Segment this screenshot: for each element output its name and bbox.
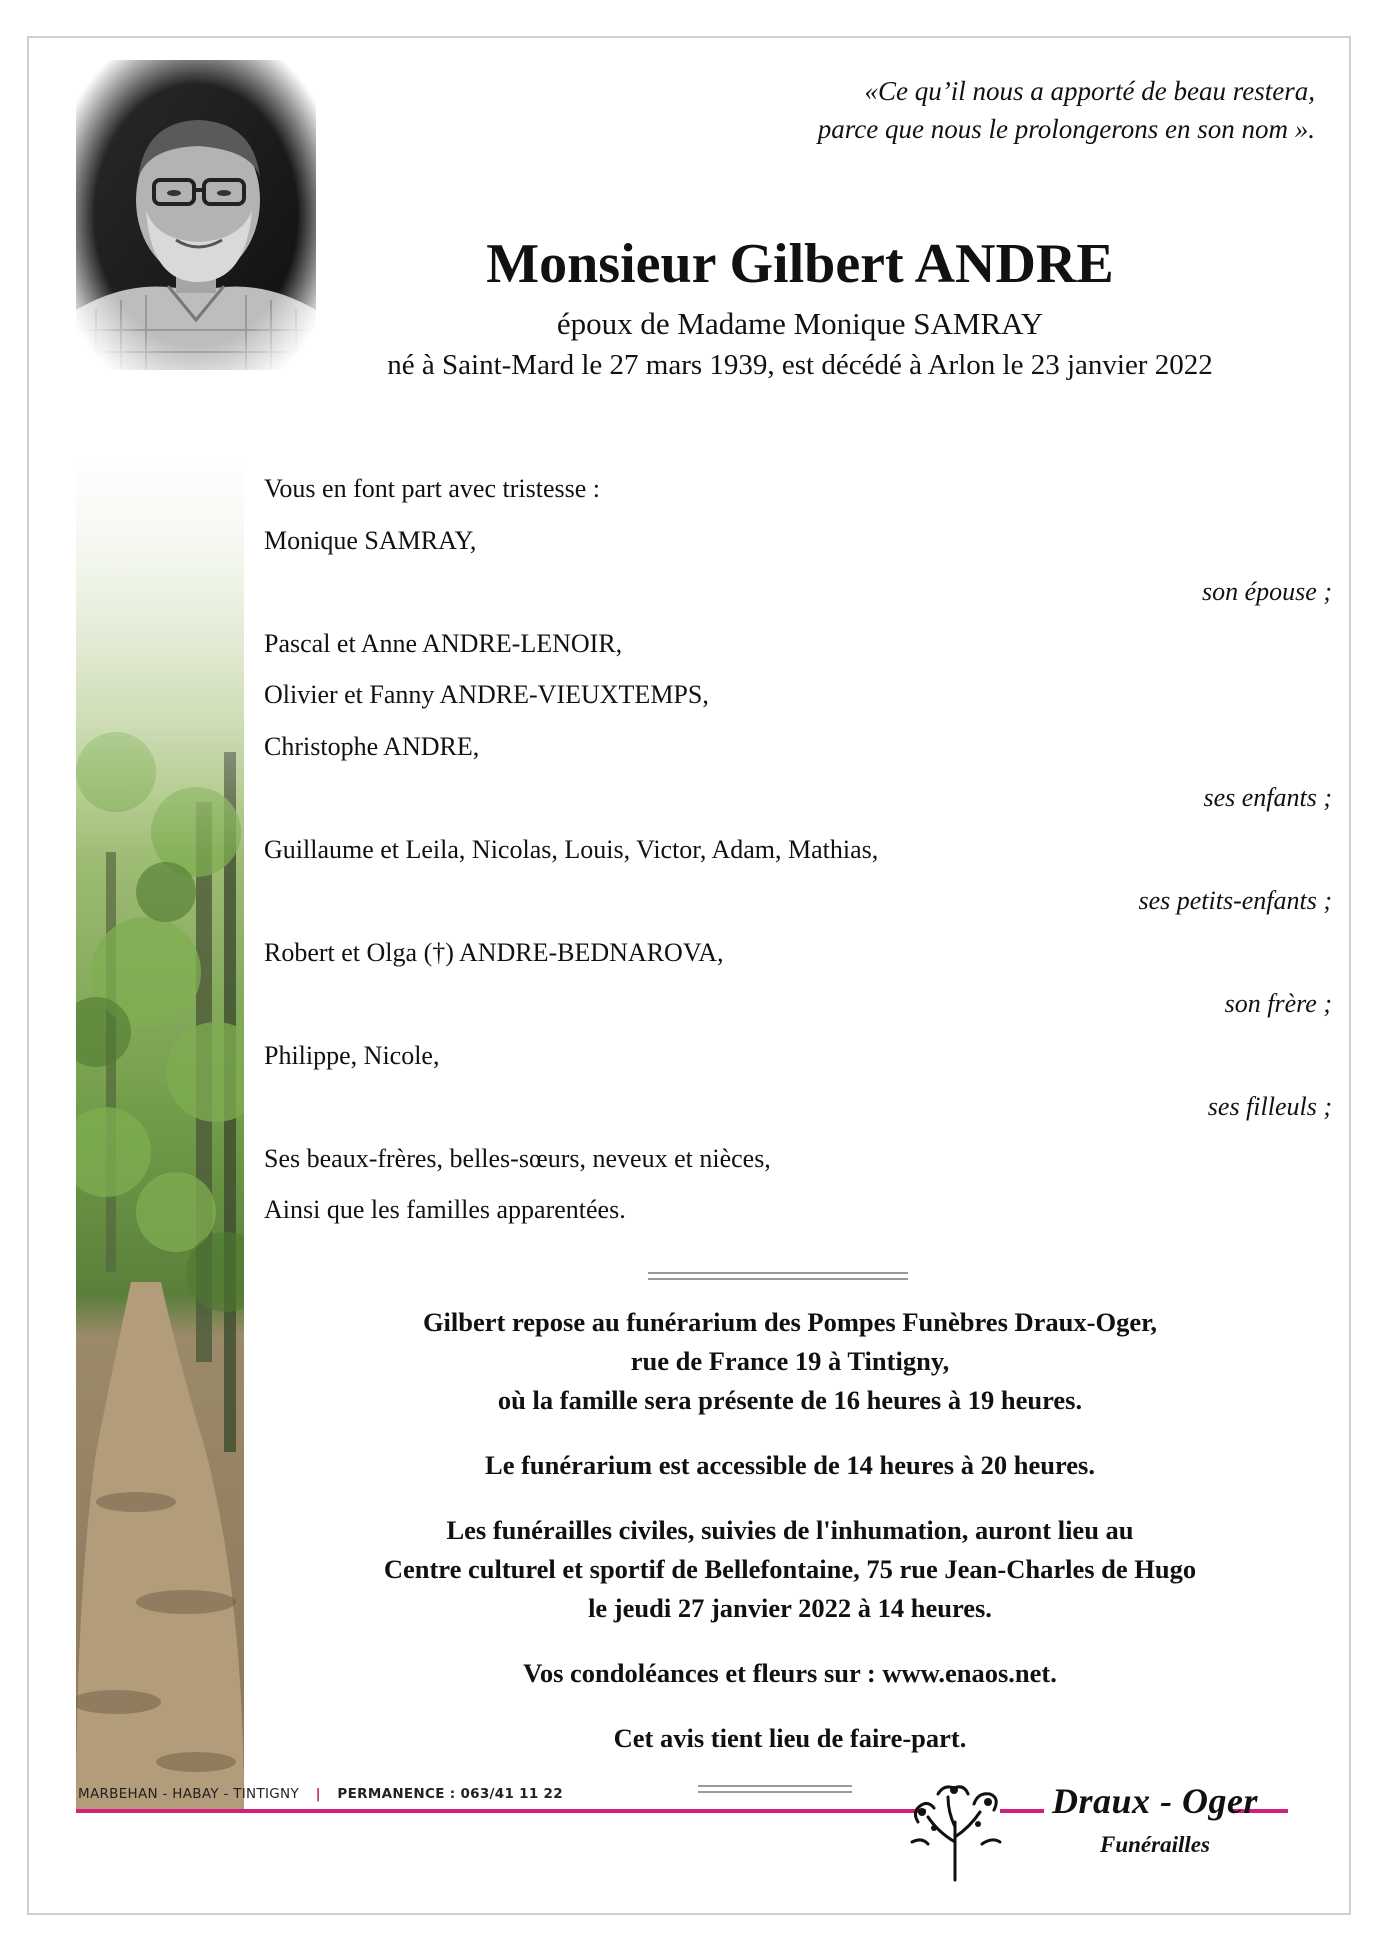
deceased-name: Monsieur Gilbert ANDRE xyxy=(486,233,1114,295)
family-row-name: Ainsi que les familles apparentées. xyxy=(264,1195,626,1224)
spouse-line: époux de Madame Monique SAMRAY xyxy=(556,306,1044,341)
family-row-role: son frère ; xyxy=(1224,989,1332,1018)
details-line: rue de France 19 à Tintigny, xyxy=(630,1346,950,1376)
epigraph-quote xyxy=(818,72,1315,148)
details-paragraph-wake xyxy=(290,1303,1290,1420)
quote-line-2: parce que nous le prolongerons en son nom ». xyxy=(817,114,1315,144)
quote-line-1: «Ce qu’il nous a apporté de beau restera, xyxy=(864,76,1315,106)
family-row-role: ses petits-enfants ; xyxy=(1138,886,1332,915)
tree-logo-icon xyxy=(908,1782,1002,1882)
footer-permanence: PERMANENCE : 063/41 11 22 xyxy=(337,1786,563,1802)
family-row-name: Monique SAMRAY, xyxy=(264,525,477,555)
details-line: Gilbert repose au funérarium des Pompes Funèbres Draux-Oger, xyxy=(422,1307,1158,1337)
family-row-name: Robert et Olga (†) ANDRE-BEDNAROVA, xyxy=(264,937,724,967)
details-paragraph-hours: Le funérarium est accessible de 14 heures à 20 heures. xyxy=(485,1450,1095,1480)
forest-path-image xyxy=(76,452,244,1812)
details-line: le jeudi 27 janvier 2022 à 14 heures. xyxy=(588,1593,992,1623)
details-paragraph-condolences: Vos condoléances et fleurs sur : www.enaos.net. xyxy=(523,1658,1057,1688)
family-list xyxy=(264,463,1332,1236)
family-row-name: Christophe ANDRE, xyxy=(264,731,480,761)
details-line: Les funérailles civiles, suivies de l'inhumation, auront lieu au xyxy=(446,1515,1134,1545)
footer-accent-line-short xyxy=(1000,1809,1044,1813)
portrait-photo xyxy=(76,60,316,370)
footer-accent-line xyxy=(76,1809,926,1813)
details-paragraph-notice: Cet avis tient lieu de faire-part. xyxy=(613,1723,967,1753)
footer-contact xyxy=(78,1786,563,1802)
details-paragraph-ceremony xyxy=(290,1511,1290,1628)
family-row-name: Olivier et Fanny ANDRE-VIEUXTEMPS, xyxy=(264,680,709,709)
family-row-name: Guillaume et Leila, Nicolas, Louis, Victor, Adam, Mathias, xyxy=(264,834,879,864)
details-line: Centre culturel et sportif de Bellefontaine, 75 rue Jean-Charles de Hugo xyxy=(383,1554,1197,1584)
bottom-divider xyxy=(698,1785,852,1793)
footer-separator: | xyxy=(315,1786,321,1802)
family-row-role: son épouse ; xyxy=(1202,577,1332,606)
section-divider xyxy=(648,1272,908,1280)
family-row-name: Philippe, Nicole, xyxy=(264,1040,440,1070)
family-row-role: ses enfants ; xyxy=(1203,783,1332,812)
family-intro: Vous en font part avec tristesse : xyxy=(264,474,600,503)
dates-line: né à Saint-Mard le 27 mars 1939, est décédé à Arlon le 23 janvier 2022 xyxy=(387,349,1213,381)
footer-locations: MARBEHAN - HABAY - TINTIGNY xyxy=(78,1786,299,1802)
funeral-details xyxy=(290,1303,1290,1784)
logo-wordmark: Draux - Oger xyxy=(1052,1781,1259,1821)
family-row-name: Ses beaux-frères, belles-sœurs, neveux et nièces, xyxy=(264,1143,771,1173)
logo-subtitle: Funérailles xyxy=(1100,1832,1210,1857)
family-row-role: ses filleuls ; xyxy=(1207,1092,1332,1121)
details-line: où la famille sera présente de 16 heures à 19 heures. xyxy=(497,1385,1083,1415)
family-row-name: Pascal et Anne ANDRE-LENOIR, xyxy=(264,628,623,658)
